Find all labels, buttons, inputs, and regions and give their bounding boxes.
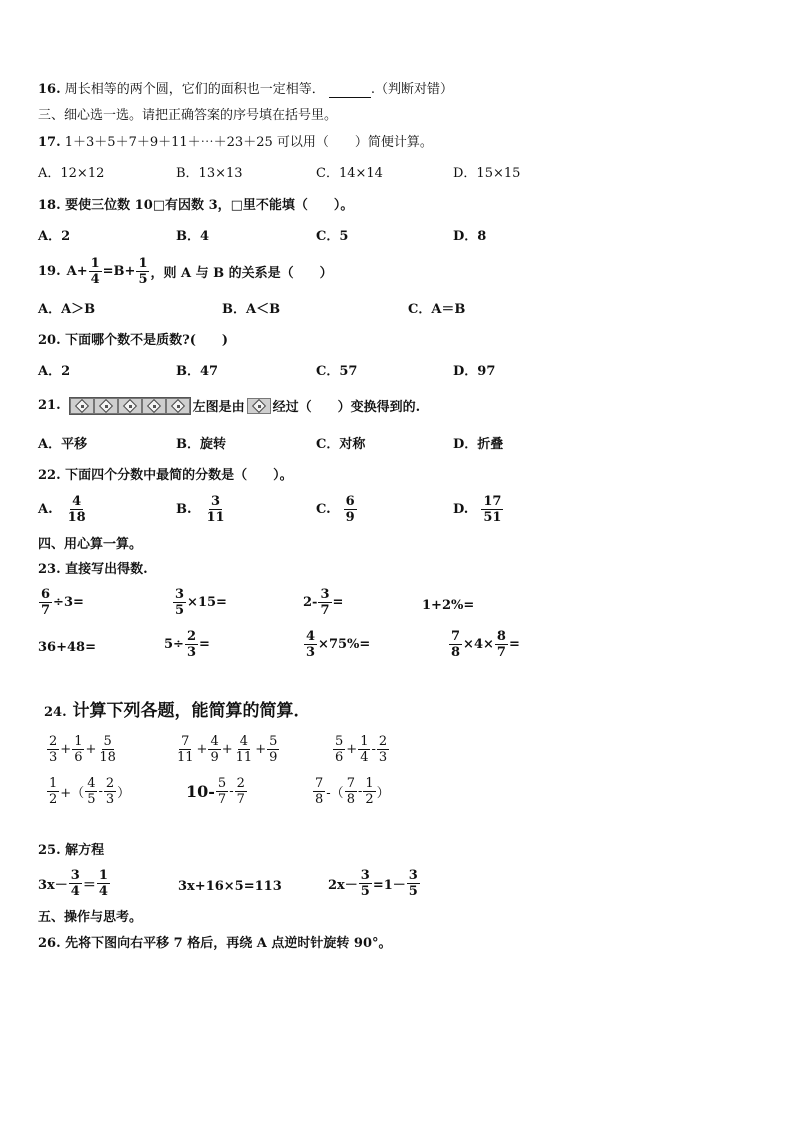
expr-24-1: $\frac{2}{3}$ + $\frac{1}{6}$ + $\frac{5}{18}$: [49, 734, 116, 765]
expr-24-5: 10- $\frac{5}{7}$ - $\frac{2}{7}$: [186, 776, 245, 807]
expr-24-2: $\frac{7}{11}$ + $\frac{4}{9}$ + $\frac{4}{11}$ + $\frac{5}{9}$: [177, 734, 278, 765]
diamond-tile-icon: [118, 398, 142, 414]
option-a[interactable]: A．2: [38, 229, 71, 244]
option-a[interactable]: A. $\frac{4}{18}$: [38, 494, 86, 525]
question-text: 解方程: [65, 843, 105, 858]
question-text: 要使三位数 10□有因数 3，□里不能填（ ）。: [65, 198, 354, 213]
option-d[interactable]: D. $\frac{17}{51}$: [453, 494, 502, 525]
fraction: $\frac{17}{51}$: [483, 494, 502, 525]
question-text: 直接写出得数.: [65, 562, 148, 577]
question-number: 22.: [38, 468, 61, 483]
option-b[interactable]: B．旋转: [176, 437, 226, 452]
option-b[interactable]: B．47: [176, 364, 219, 379]
calc-23-8: $\frac{7}{8}$ ×4× $\frac{8}{7}$ =: [451, 629, 520, 660]
question-text: 下面四个分数中最简的分数是（ ）。: [65, 468, 293, 483]
option-d[interactable]: D．折叠: [453, 437, 504, 452]
calc-23-4: 1+2%=: [422, 598, 475, 613]
question-number: 17.: [38, 135, 61, 150]
question-text: 计算下列各题，能简算的简算．: [72, 701, 311, 721]
option-b[interactable]: B．4: [176, 229, 210, 244]
question-22: [38, 468, 293, 484]
question-text-mid: 左图是由: [192, 400, 245, 415]
option-b[interactable]: B．13×13: [176, 166, 243, 181]
question-tail: .（判断对错）: [370, 82, 454, 97]
single-diamond-tile-icon: [247, 398, 271, 414]
option-b[interactable]: B．A＜B: [222, 302, 281, 317]
fraction: $\frac{6}{9}$: [345, 494, 355, 525]
question-17: [38, 135, 433, 151]
option-d[interactable]: D．15×15: [453, 166, 521, 181]
option-a[interactable]: A．平移: [38, 437, 88, 452]
fraction: $\frac{3}{11}$: [206, 494, 225, 525]
calc-23-1: $\frac{6}{7}$ ÷3=: [41, 587, 84, 618]
expr-24-4: $\frac{1}{2}$ +（ $\frac{4}{5}$ - $\frac{2}{3}$ ）: [49, 776, 131, 807]
section-3-heading: 三、细心选一选。请把正确答案的序号填在括号里。: [38, 108, 338, 123]
question-text: 先将下图向右平移 7 格后，再绕 A 点逆时针旋转 90°。: [65, 936, 392, 951]
section-4-heading: 四、用心算一算。: [38, 537, 143, 552]
diamond-tile-icon: [70, 398, 94, 414]
question-16: [38, 82, 453, 98]
expr-24-3: $\frac{5}{6}$ + $\frac{1}{4}$ - $\frac{2}{3}$: [335, 734, 388, 765]
option-a[interactable]: A．12×12: [38, 166, 105, 181]
question-text: 1＋3＋5＋7＋9＋11＋⋯＋23＋25 可以用（ ）简便计算。: [64, 135, 433, 150]
calc-23-5: 36+48=: [38, 640, 96, 655]
question-number: 18.: [38, 198, 61, 213]
diamond-tile-icon: [94, 398, 118, 414]
option-c[interactable]: C．A＝B: [408, 302, 466, 317]
question-number: 23.: [38, 562, 61, 577]
question-number: 19.: [38, 264, 61, 279]
expr-mid: =B+: [102, 264, 136, 279]
expr-prefix: A+: [66, 264, 88, 279]
question-text: 经过（ ）变换得到的.: [272, 400, 421, 415]
calc-23-7: $\frac{4}{3}$ ×75%=: [306, 629, 371, 660]
calc-23-3: 2- $\frac{3}{7}$ =: [303, 587, 344, 618]
calc-23-6: 5÷ $\frac{2}{3}$ =: [164, 629, 210, 660]
diamond-tile-icon: [166, 398, 190, 414]
question-number: 25.: [38, 843, 61, 858]
question-19: [38, 256, 333, 287]
equation-25-3: 2x－ $\frac{3}{5}$ =1－ $\frac{3}{5}$: [328, 868, 418, 899]
option-d[interactable]: D．97: [453, 364, 496, 379]
option-a[interactable]: A．A＞B: [38, 302, 96, 317]
diamond-tile-icon: [142, 398, 166, 414]
option-c[interactable]: C．14×14: [316, 166, 383, 181]
option-a[interactable]: A．2: [38, 364, 71, 379]
expr-24-6: $\frac{7}{8}$ -（ $\frac{7}{8}$ - $\frac{1}{2}$ ）: [315, 776, 390, 807]
fraction: $\frac{1}{4}$: [90, 256, 100, 287]
equation-25-1: 3x－ $\frac{3}{4}$ ＝ $\frac{1}{4}$: [38, 868, 108, 899]
option-c[interactable]: C. $\frac{6}{9}$: [316, 494, 355, 525]
question-18: [38, 198, 353, 214]
question-26: [38, 936, 392, 952]
question-text: 下面哪个数不是质数?( ): [65, 333, 229, 348]
fraction: $\frac{4}{18}$: [67, 494, 86, 525]
answer-blank[interactable]: [329, 85, 371, 98]
question-text: 周长相等的两个圆，它们的面积也一定相等．: [64, 82, 325, 97]
equation-25-2: 3x+16×5=113: [178, 879, 282, 894]
question-number: 24.: [44, 705, 67, 720]
option-c[interactable]: C．对称: [316, 437, 366, 452]
question-25: [38, 843, 104, 859]
question-number: 26.: [38, 936, 61, 951]
question-24: [44, 701, 311, 723]
question-number: 20.: [38, 333, 61, 348]
question-23: [38, 562, 148, 578]
pattern-strip: [69, 397, 191, 415]
question-number: 16.: [38, 82, 61, 97]
calc-23-2: $\frac{3}{5}$ ×15=: [175, 587, 227, 618]
option-c[interactable]: C．5: [316, 229, 349, 244]
section-5-heading: 五、操作与思考。: [38, 910, 143, 925]
question-20: [38, 333, 228, 349]
fraction: $\frac{1}{5}$: [138, 256, 148, 287]
option-b[interactable]: B. $\frac{3}{11}$: [176, 494, 225, 525]
option-c[interactable]: C．57: [316, 364, 358, 379]
question-text: ，则 A 与 B 的关系是（ ）: [150, 266, 333, 281]
option-d[interactable]: D．8: [453, 229, 487, 244]
question-21: [38, 396, 420, 415]
question-number: 21.: [38, 398, 61, 413]
